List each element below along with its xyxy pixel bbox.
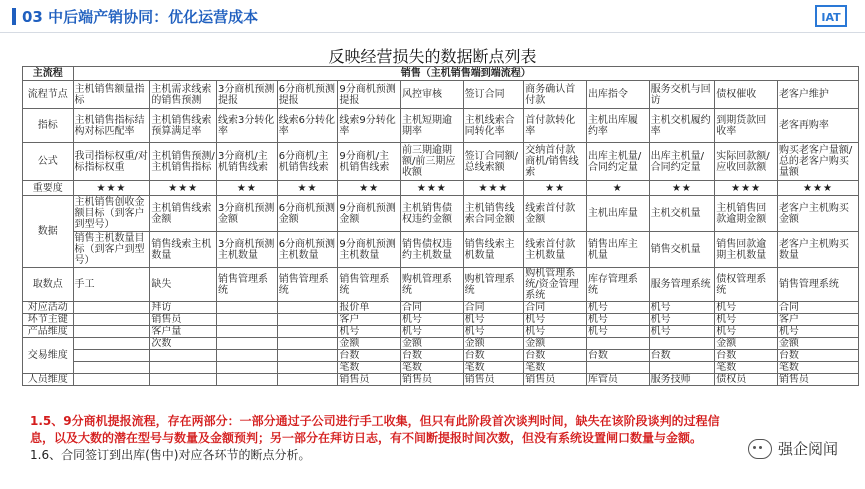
table-cell [586, 362, 649, 374]
table-cell: ★★★ [715, 181, 778, 196]
table-cell: 合同 [777, 302, 858, 314]
table-cell: 台数 [586, 350, 649, 362]
table-row [23, 362, 859, 374]
table-cell: 前三期逾期额/前三期应收额 [400, 143, 463, 181]
table-cell: 购机管理系统 [463, 268, 524, 302]
row-label: 流程节点 [23, 81, 74, 109]
table-cell [277, 326, 338, 338]
table-cell: 销售线索主机数量 [150, 232, 217, 268]
table-cell: 主机交机履约率 [649, 109, 715, 143]
table-cell: 老客户主机购买金额 [777, 196, 858, 232]
table-cell: 商务确认首付款 [524, 81, 587, 109]
table-cell: 6分商机预测主机数量 [277, 232, 338, 268]
table-cell: 机号 [524, 326, 587, 338]
table-cell: 台数 [715, 350, 778, 362]
table-cell: 主机线索合同转化率 [463, 109, 524, 143]
row-label: 环节主键 [23, 314, 74, 326]
table-row [23, 374, 859, 386]
table-cell: 合同 [400, 302, 463, 314]
table-cell [73, 350, 150, 362]
table-cell [217, 314, 278, 326]
table-cell: 笔数 [777, 362, 858, 374]
table-cell: 主机出库履约率 [586, 109, 649, 143]
table-row [23, 302, 859, 314]
table-cell: 9分商机预测提报 [338, 81, 401, 109]
table-cell: 主机销售额量指标 [73, 81, 150, 109]
table-cell: 3分商机预测金额 [217, 196, 278, 232]
table-cell: 机号 [586, 302, 649, 314]
table-cell: 债权员 [715, 374, 778, 386]
table-row [23, 268, 859, 302]
row-label: 交易维度 [23, 338, 74, 374]
row-label: 数据 [23, 196, 74, 268]
table-cell: 机号 [338, 326, 401, 338]
table-cell: 服务管理系统 [649, 268, 715, 302]
table-cell: 线索首付款金额 [524, 196, 587, 232]
table-cell: ★★ [649, 181, 715, 196]
table-cell: 销售员 [338, 374, 401, 386]
table-cell: 3分商机/主机销售线索 [217, 143, 278, 181]
table-cell [217, 326, 278, 338]
table-cell: 台数 [400, 350, 463, 362]
table-cell: 机号 [715, 314, 778, 326]
table-cell: 销售管理系统 [277, 268, 338, 302]
table-cell: 服务交机与回访 [649, 81, 715, 109]
table-cell: 线索首付款主机数量 [524, 232, 587, 268]
table-cell: 机号 [586, 326, 649, 338]
table-cell: ★★★ [400, 181, 463, 196]
table-cell: 销售主机数量目标（到客户到型号） [73, 232, 150, 268]
table-cell [217, 362, 278, 374]
table-cell [73, 338, 150, 350]
table-cell: 主机短期逾期率 [400, 109, 463, 143]
table-row [23, 109, 859, 143]
table-cell: 金额 [777, 338, 858, 350]
table-cell: 签订合同额/总线索额 [463, 143, 524, 181]
table-cell: 首付款转化率 [524, 109, 587, 143]
table-cell: 台数 [524, 350, 587, 362]
table-cell: 主机销售指标结构对标匹配率 [73, 109, 150, 143]
row-label: 指标 [23, 109, 74, 143]
table-cell: 主机销售线索预算满足率 [150, 109, 217, 143]
process-header: 销售（主机销售端到端流程） [73, 67, 858, 81]
table-cell: 债权管理系统 [715, 268, 778, 302]
table-cell: 主机销售预测/主机销售指标 [150, 143, 217, 181]
table-cell [649, 338, 715, 350]
row-label: 重要度 [23, 181, 74, 196]
table-cell: 机号 [649, 314, 715, 326]
table-cell [586, 338, 649, 350]
table-cell [277, 374, 338, 386]
table-cell: 金额 [338, 338, 401, 350]
wechat-icon [748, 439, 772, 459]
brand-name: 强企阅闻 [778, 440, 839, 458]
row-label: 公式 [23, 143, 74, 181]
table-cell [73, 326, 150, 338]
table-cell: 老客户维护 [777, 81, 858, 109]
row-label: 对应活动 [23, 302, 74, 314]
table-cell: 机号 [586, 314, 649, 326]
table-cell: ★★★ [463, 181, 524, 196]
table-cell: 销售员 [150, 314, 217, 326]
row-label: 主流程 [23, 67, 74, 81]
table-cell: 到期货款回收率 [715, 109, 778, 143]
table-cell: 实际回款额/应收回款额 [715, 143, 778, 181]
table-cell: 次数 [150, 338, 217, 350]
table-title: 反映经营损失的数据断点列表 [328, 47, 537, 66]
table-cell: 金额 [463, 338, 524, 350]
table-cell: 报价单 [338, 302, 401, 314]
table-cell: 销售回款逾期主机数量 [715, 232, 778, 268]
table-cell: ★★★ [150, 181, 217, 196]
table-cell: 金额 [524, 338, 587, 350]
table-cell: 3分商机预测主机数量 [217, 232, 278, 268]
table-cell: 线索3分转化率 [217, 109, 278, 143]
breakpoint-table [22, 66, 859, 386]
table-cell: 合同 [524, 302, 587, 314]
table-row [23, 67, 859, 81]
table-cell: 风控审核 [400, 81, 463, 109]
table-cell: 笔数 [715, 362, 778, 374]
table-cell: 机号 [649, 302, 715, 314]
table-cell: 机号 [463, 314, 524, 326]
table-cell: 6分商机预测金额 [277, 196, 338, 232]
table-cell: 销售交机量 [649, 232, 715, 268]
header-divider [0, 32, 865, 33]
table-cell: 缺失 [150, 268, 217, 302]
table-cell: 主机销售线索金额 [150, 196, 217, 232]
table-row [23, 143, 859, 181]
table-cell [217, 338, 278, 350]
table-cell [73, 302, 150, 314]
table-cell: 9分商机预测金额 [338, 196, 401, 232]
table-cell: 台数 [777, 350, 858, 362]
table-row [23, 338, 859, 350]
table-cell: 金额 [715, 338, 778, 350]
table-cell: 销售员 [524, 374, 587, 386]
table-cell: 销售员 [463, 374, 524, 386]
table-cell [73, 314, 150, 326]
table-cell: 主机销售线索合同金额 [463, 196, 524, 232]
table-cell: 台数 [338, 350, 401, 362]
table-cell: 交纳首付款商机/销售线索 [524, 143, 587, 181]
table-cell: 主机销售创收金额目标（到客户到型号） [73, 196, 150, 232]
table-cell: 出库主机量/合同约定量 [649, 143, 715, 181]
table-cell [277, 338, 338, 350]
table-cell: 机号 [715, 302, 778, 314]
table-cell: 笔数 [524, 362, 587, 374]
table-cell: 销售员 [400, 374, 463, 386]
table-cell: 签订合同 [463, 81, 524, 109]
table-cell: 库存管理系统 [586, 268, 649, 302]
table-cell: 我司指标权重/对标指标权重 [73, 143, 150, 181]
table-cell: 机号 [463, 326, 524, 338]
table-cell: 笔数 [338, 362, 401, 374]
table-cell: 销售管理系统 [217, 268, 278, 302]
table-cell: 销售员 [777, 374, 858, 386]
table-cell: 主机出库量 [586, 196, 649, 232]
table-cell: 出库主机量/合同约定量 [586, 143, 649, 181]
table-cell: ★★ [524, 181, 587, 196]
table-cell: 机号 [400, 326, 463, 338]
note-2: 1.6、合同签订到出库(售中)对应各环节的断点分析。 [30, 448, 311, 462]
table-cell: 主机需求线索的销售预测 [150, 81, 217, 109]
table-cell [649, 362, 715, 374]
table-row [23, 350, 859, 362]
table-row [23, 314, 859, 326]
table-cell: 线索9分转化率 [338, 109, 401, 143]
brand-footer [748, 438, 838, 459]
table-cell [150, 350, 217, 362]
table-cell: 笔数 [400, 362, 463, 374]
table-cell: 机号 [524, 314, 587, 326]
table-cell: 老客户主机购买数量 [777, 232, 858, 268]
table-cell [150, 374, 217, 386]
table-cell: 库管员 [586, 374, 649, 386]
table-cell: ★★ [217, 181, 278, 196]
table-cell [73, 362, 150, 374]
page-title: 03 中后端产销协同：优化运营成本 [22, 8, 259, 26]
table-cell: 拜访 [150, 302, 217, 314]
title-accent-bar [12, 8, 16, 25]
table-cell: 销售线索主机数量 [463, 232, 524, 268]
table-cell: ★ [586, 181, 649, 196]
table-cell: ★★ [277, 181, 338, 196]
table-cell: ★★★ [777, 181, 858, 196]
table-cell [73, 374, 150, 386]
table-cell: 购买老客户量额/总的老客户购买量额 [777, 143, 858, 181]
table-cell [217, 302, 278, 314]
table-cell: 笔数 [463, 362, 524, 374]
table-cell: 销售管理系统 [777, 268, 858, 302]
table-row [23, 326, 859, 338]
row-label: 产品维度 [23, 326, 74, 338]
table-cell [277, 302, 338, 314]
table-cell: 机号 [715, 326, 778, 338]
row-label: 取数点 [23, 268, 74, 302]
table-cell: 金额 [400, 338, 463, 350]
notes [30, 413, 730, 464]
table-cell: 出库指令 [586, 81, 649, 109]
table-cell: 机号 [400, 314, 463, 326]
table-cell: 客户量 [150, 326, 217, 338]
table-cell: 9分商机预测主机数量 [338, 232, 401, 268]
table-cell: 合同 [463, 302, 524, 314]
row-label: 人员维度 [23, 374, 74, 386]
table-cell: 主机交机量 [649, 196, 715, 232]
table-cell: 9分商机/主机销售线索 [338, 143, 401, 181]
company-logo: IAT [815, 5, 847, 27]
table-cell: 台数 [463, 350, 524, 362]
table-cell [217, 350, 278, 362]
table-cell: ★★★ [73, 181, 150, 196]
table-cell: 台数 [649, 350, 715, 362]
table-cell: 客户 [338, 314, 401, 326]
table-cell: 老客再购率 [777, 109, 858, 143]
table-row [23, 81, 859, 109]
table-cell [217, 374, 278, 386]
table-cell: 销售债权违约主机数量 [400, 232, 463, 268]
table-cell: 主机销售债权违约金额 [400, 196, 463, 232]
table-cell: 购机管理系统/资金管理系统 [524, 268, 587, 302]
table-row [23, 181, 859, 196]
table-cell: 客户 [777, 314, 858, 326]
table-cell: 手工 [73, 268, 150, 302]
table-cell: 3分商机预测提报 [217, 81, 278, 109]
table-cell: 债权催收 [715, 81, 778, 109]
table-cell: 购机管理系统 [400, 268, 463, 302]
table-cell [150, 362, 217, 374]
table-cell: ★★ [338, 181, 401, 196]
table-cell: 销售管理系统 [338, 268, 401, 302]
table-cell [277, 314, 338, 326]
table-row [23, 232, 859, 268]
table-cell [277, 350, 338, 362]
header [0, 0, 865, 34]
table-cell: 服务技师 [649, 374, 715, 386]
table-row [23, 196, 859, 232]
table-cell: 机号 [649, 326, 715, 338]
table-cell: 主机销售回款逾期金额 [715, 196, 778, 232]
table-cell [277, 362, 338, 374]
table-cell: 6分商机预测提报 [277, 81, 338, 109]
table-cell: 销售出库主机量 [586, 232, 649, 268]
table-cell: 机号 [777, 326, 858, 338]
note-1: 1.5、9分商机提报流程，存在两部分：一部分通过子公司进行手工收集，但只有此阶段首次谈判时间，缺失在该阶段谈判的过程信息，以及大数的潜在型号与数量及金额预判；另一部分在拜访日志，有不间断提报时间次数，但没有系统设置闸口数量与金额。 [30, 414, 720, 445]
table-cell: 6分商机/主机销售线索 [277, 143, 338, 181]
table-cell: 线索6分转化率 [277, 109, 338, 143]
